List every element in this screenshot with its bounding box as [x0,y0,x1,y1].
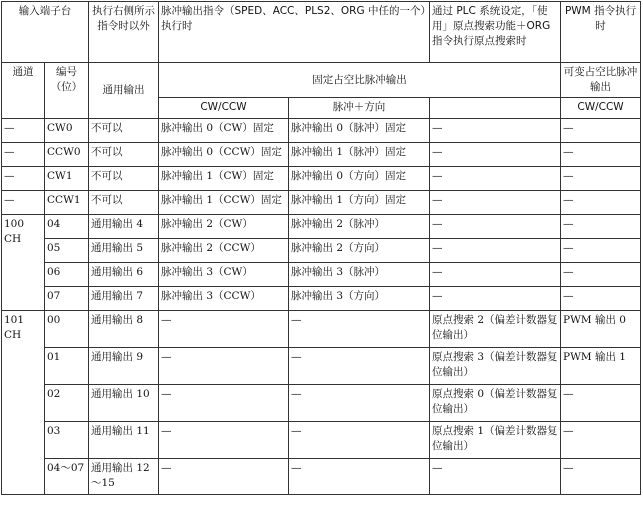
cell-bit: 07 [45,287,89,311]
cell-pulse-dir: — [289,348,430,385]
cell-general: 通用输出 5 [89,239,159,263]
header-right-command: 执行右侧所示指令时以外 [89,2,159,63]
header-pwm-cw-ccw: CW/CCW [561,98,641,119]
cell-origin: — [430,191,561,215]
cell-pwm: — [561,459,641,495]
cell-general: 通用输出 11 [89,422,159,459]
cell-cw-ccw: — [159,348,289,385]
cell-origin: — [430,263,561,287]
cell-channel-101ch: 101 CH [2,311,45,495]
cell-origin: 原点搜索 3（偏差计数器复位输出） [430,348,561,385]
table-row [2,215,641,239]
table-row [2,239,641,263]
cell-cw-ccw: 脉冲输出 1（CCW）固定 [159,191,289,215]
table-row [2,422,641,459]
cell-origin: 原点搜索 1（偏差计数器复位输出） [430,422,561,459]
cell-bit: CCW0 [45,143,89,167]
cell-origin: — [430,215,561,239]
cell-pwm: — [561,215,641,239]
cell-pulse-dir: — [289,311,430,348]
cell-bit: CW1 [45,167,89,191]
table-row [2,119,641,143]
cell-pulse-dir: 脉冲输出 3（方向） [289,287,430,311]
cell-general: 通用输出 10 [89,385,159,422]
cell-bit: CW0 [45,119,89,143]
cell-origin: 原点搜索 0（偏差计数器复位输出） [430,385,561,422]
cell-cw-ccw: — [159,422,289,459]
cell-pwm: — [561,167,641,191]
header-fixed-duty: 固定占空比脉冲输出 [159,63,561,98]
header-row-1 [2,2,641,63]
cell-bit: 02 [45,385,89,422]
header-row-2 [2,63,641,98]
header-pulse-command: 脉冲输出指令（SPED、ACC、PLS2、ORG 中任的一个）执行时 [159,2,430,63]
header-variable-duty: 可变占空比脉冲输出 [561,63,641,98]
cell-pwm: — [561,287,641,311]
cell-pulse-dir: — [289,459,430,495]
table-row [2,263,641,287]
table-row [2,143,641,167]
cell-pwm: PWM 输出 0 [561,311,641,348]
cell-pwm: — [561,191,641,215]
cell-origin: — [430,143,561,167]
cell-general: 通用输出 4 [89,215,159,239]
cell-general: 通用输出 12～15 [89,459,159,495]
header-input-terminal: 输入端子台 [2,2,89,63]
cell-general: 通用输出 8 [89,311,159,348]
cell-bit: 04 [45,215,89,239]
cell-pulse-dir: 脉冲输出 2（脉冲） [289,215,430,239]
pulse-output-table [1,1,641,495]
table-row [2,459,641,495]
cell-origin: 原点搜索 2（偏差计数器复位输出） [430,311,561,348]
cell-pulse-dir: 脉冲输出 0（脉冲）固定 [289,119,430,143]
cell-channel: — [2,119,45,143]
cell-bit: CCW1 [45,191,89,215]
cell-general: 不可以 [89,143,159,167]
cell-general: 不可以 [89,167,159,191]
cell-origin: — [430,459,561,495]
cell-general: 不可以 [89,191,159,215]
header-pwm-command: PWM 指令执行时 [561,2,641,63]
cell-channel: — [2,191,45,215]
cell-cw-ccw: — [159,459,289,495]
table-row [2,287,641,311]
cell-cw-ccw: 脉冲输出 3（CCW） [159,287,289,311]
cell-general: 不可以 [89,119,159,143]
cell-cw-ccw: 脉冲输出 2（CCW） [159,239,289,263]
cell-origin: — [430,239,561,263]
table-row [2,348,641,385]
cell-pulse-dir: — [289,422,430,459]
table-row [2,191,641,215]
cell-cw-ccw: — [159,385,289,422]
cell-pwm: — [561,239,641,263]
table-row [2,311,641,348]
cell-cw-ccw: 脉冲输出 3（CW） [159,263,289,287]
cell-general: 通用输出 6 [89,263,159,287]
cell-origin: — [430,167,561,191]
cell-bit: 05 [45,239,89,263]
cell-bit: 00 [45,311,89,348]
header-pulse-direction: 脉冲＋方向 [289,98,430,119]
cell-bit: 06 [45,263,89,287]
cell-pulse-dir: 脉冲输出 1（方向）固定 [289,191,430,215]
header-plc-setting: 通过 PLC 系统设定，「使用」原点搜索功能＋ORG 指令执行原点搜索时 [430,2,561,63]
cell-pulse-dir: 脉冲输出 2（方向） [289,239,430,263]
cell-pwm: — [561,422,641,459]
cell-pwm: — [561,143,641,167]
header-general-output: 通用输出 [89,63,159,119]
cell-pwm: — [561,385,641,422]
cell-channel-100ch: 100 CH [2,215,45,311]
cell-channel: — [2,167,45,191]
cell-bit: 01 [45,348,89,385]
cell-cw-ccw: 脉冲输出 0（CCW）固定 [159,143,289,167]
header-blank [430,98,561,119]
cell-bit: 03 [45,422,89,459]
cell-general: 通用输出 7 [89,287,159,311]
table-row [2,385,641,422]
cell-channel: — [2,143,45,167]
cell-cw-ccw: — [159,311,289,348]
cell-bit: 04～07 [45,459,89,495]
cell-pulse-dir: 脉冲输出 3（脉冲） [289,263,430,287]
cell-pwm: PWM 输出 1 [561,348,641,385]
table-row [2,167,641,191]
cell-pwm: — [561,263,641,287]
header-bit-number: 编号（位） [45,63,89,119]
cell-origin: — [430,287,561,311]
header-cw-ccw: CW/CCW [159,98,289,119]
cell-origin: — [430,119,561,143]
cell-cw-ccw: 脉冲输出 0（CW）固定 [159,119,289,143]
cell-pulse-dir: — [289,385,430,422]
cell-pwm: — [561,119,641,143]
header-channel: 通道 [2,63,45,119]
cell-cw-ccw: 脉冲输出 2（CW） [159,215,289,239]
cell-pulse-dir: 脉冲输出 1（脉冲）固定 [289,143,430,167]
cell-general: 通用输出 9 [89,348,159,385]
cell-pulse-dir: 脉冲输出 0（方向）固定 [289,167,430,191]
cell-cw-ccw: 脉冲输出 1（CW）固定 [159,167,289,191]
